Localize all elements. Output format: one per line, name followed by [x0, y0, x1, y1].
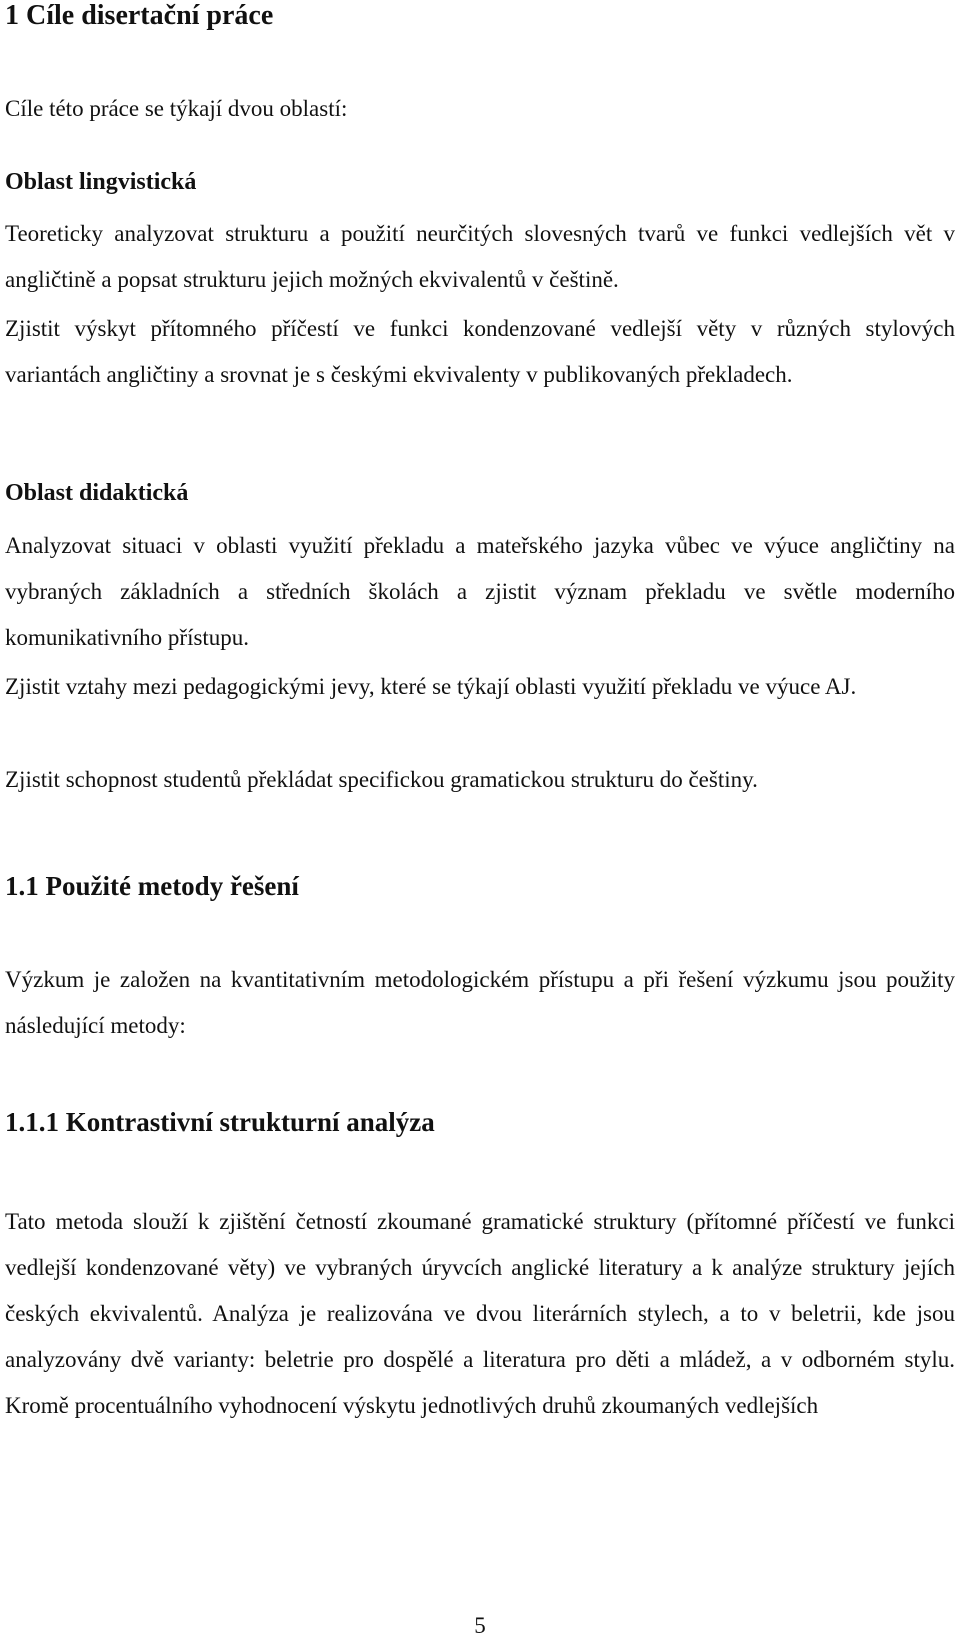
- didactic-paragraph-1: Analyzovat situaci v oblasti využití překladu a mateřského jazyka vůbec ve výuce angličtiny na vybraných základních a středních školách a zjistit význam překladu ve světle moderního komunikativního přístupu.: [5, 533, 955, 650]
- section-heading-linguistic: Oblast lingvistická: [5, 169, 197, 195]
- intro-paragraph: Cíle této práce se týkají dvou oblastí:: [5, 96, 348, 121]
- methods-intro-paragraph: Výzkum je založen na kvantitativním metodologickém přístupu a při řešení výzkumu jsou použity následující metody:: [5, 967, 955, 1038]
- page-number: 5: [474, 1613, 486, 1638]
- analysis-paragraph: Tato metoda slouží k zjištění četností zkoumané gramatické struktury (přítomné příčestí ve funkci vedlejší kondenzované věty) ve vybraných úryvcích anglické literatury a k analýze struktury jejích českých ekvivalentů. Analýza je realizována ve dvou literárních stylech, a to v beletrii, kde jsou analyzovány dvě varianty: beletrie pro dospělé a literatura pro děti a mládež, a v odborném stylu. Kromě procentuálního vyhodnocení výskytu jednotlivých druhů zkoumaných vedlejších: [5, 1209, 955, 1418]
- didactic-paragraph-2: Zjistit vztahy mezi pedagogickými jevy, které se týkají oblasti využití překladu ve výuce AJ.: [5, 674, 857, 699]
- didactic-paragraph-3: Zjistit schopnost studentů překládat specifickou gramatickou strukturu do češtiny.: [5, 767, 758, 792]
- section-heading-methods: 1.1 Použité metody řešení: [5, 871, 299, 901]
- section-heading-didactic: Oblast didaktická: [5, 480, 189, 506]
- chapter-heading: 1 Cíle disertační práce: [5, 0, 274, 31]
- subsection-heading-analysis: 1.1.1 Kontrastivní strukturní analýza: [5, 1107, 435, 1137]
- linguistic-paragraph-2: Zjistit výskyt přítomného příčestí ve funkci kondenzované vedlejší věty v různých stylových variantách angličtiny a srovnat je s českými ekvivalenty v publikovaných překladech.: [5, 316, 955, 387]
- linguistic-paragraph-1: Teoreticky analyzovat strukturu a použití neurčitých slovesných tvarů ve funkci vedlejších vět v angličtině a popsat strukturu jejich možných ekvivalentů v češtině.: [5, 221, 955, 292]
